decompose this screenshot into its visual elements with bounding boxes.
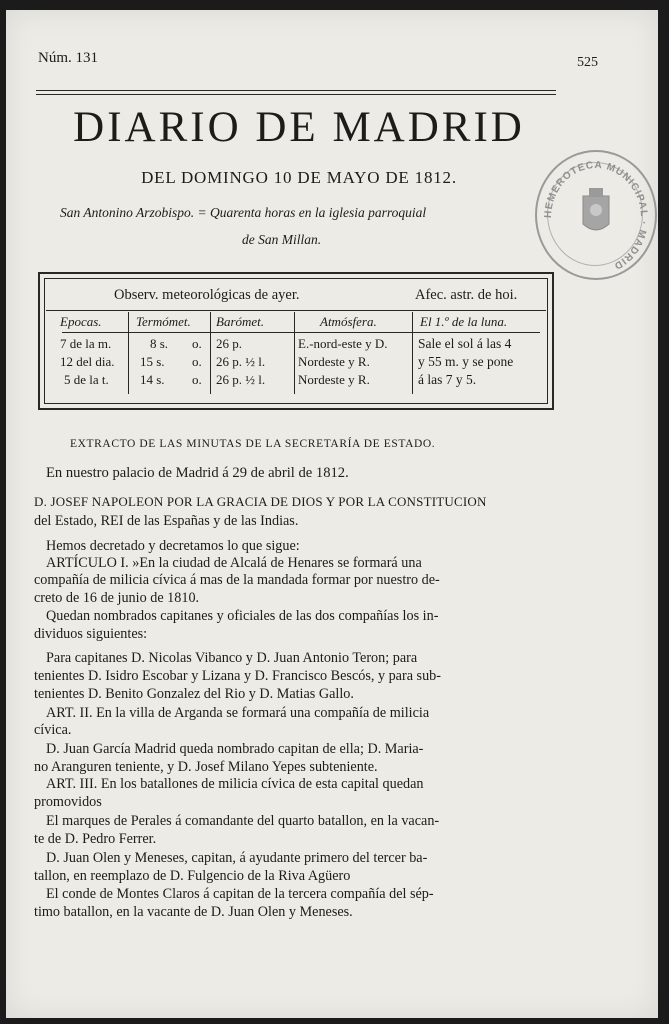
article-line: Quedan nombrados capitanes y oficiales de las dos compañías los in-: [46, 608, 439, 624]
astro-line-3: á las 7 y 5.: [418, 372, 477, 387]
row2-termometro-o: o.: [192, 354, 202, 369]
col-luna: El 1.º de la luna.: [420, 314, 508, 329]
newspaper-page: [6, 10, 658, 1018]
article-line: timo batallon, en la vacante de D. Juan Olen y Meneses.: [34, 904, 353, 920]
article-line: D. Juan Olen y Meneses, capitan, á ayudante primero del tercer ba-: [46, 850, 428, 866]
article-heading: EXTRACTO DE LAS MINUTAS DE LA SECRETARÍA DE ESTADO.: [70, 438, 436, 450]
article-line: tenientes D. Benito Gonzalez del Rio y D. Matias Gallo.: [34, 686, 354, 702]
article-line: dividuos siguientes:: [34, 626, 148, 642]
top-rule: [36, 90, 556, 91]
row3-termometro: 14 s.: [140, 372, 165, 387]
col-epocas: Epocas.: [60, 314, 102, 329]
weather-column-rule: [62, 332, 540, 333]
vrule-2: [210, 312, 211, 394]
article-line: El conde de Montes Claros á capitan de la tercera compañía del sép-: [46, 886, 434, 902]
vrule-1: [128, 312, 129, 394]
row3-termometro-o: o.: [192, 372, 202, 387]
stamp-seal-icon: [537, 152, 655, 278]
vrule-3: [294, 312, 295, 394]
article-line: D. JOSEF NAPOLEON POR LA GRACIA DE DIOS Y POR LA CONSTITUCION: [34, 494, 487, 509]
svg-text:HEMEROTECA MUNICIPAL · MADRID: HEMEROTECA MUNICIPAL · MADRID: [542, 159, 650, 272]
saint-of-the-day-cont: de San Millan.: [242, 232, 322, 247]
page-number: 525: [577, 55, 598, 70]
row2-termometro: 15 s.: [140, 354, 165, 369]
row2-atmosfera: Nordeste y R.: [298, 354, 370, 369]
article-line: ART. II. En la villa de Arganda se formará una compañía de milicia: [46, 705, 430, 721]
article-line: D. Juan García Madrid queda nombrado capitan de ella; D. Maria-: [46, 741, 424, 757]
row1-atmosfera: E.-nord-este y D.: [298, 336, 388, 351]
row3-barometro: 26 p. ½ l.: [216, 372, 266, 387]
article-line: Para capitanes D. Nicolas Vibanco y D. Juan Antonio Teron; para: [46, 650, 418, 666]
article-line: cívica.: [34, 722, 72, 738]
astro-line-1: Sale el sol á las 4: [418, 336, 512, 351]
article-line: El marques de Perales á comandante del quarto batallon, en la vacan-: [46, 813, 440, 829]
article-line: creto de 16 de junio de 1810.: [34, 590, 200, 606]
astro-title: Afec. astr. de hoi.: [415, 287, 518, 303]
saint-of-the-day: San Antonino Arzobispo. = Quarenta horas en la iglesia parroquial: [60, 205, 427, 220]
astro-line-2: y 55 m. y se pone: [418, 354, 514, 369]
row1-termometro-o: o.: [192, 336, 202, 351]
issue-number: Núm. 131: [38, 50, 98, 66]
article-line: tenientes D. Isidro Escobar y Lizana y D. Francisco Bescós, y para sub-: [34, 668, 441, 684]
row1-termometro: 8 s.: [150, 336, 169, 351]
article-line: promovidos: [34, 794, 102, 810]
row1-barometro: 26 p.: [216, 336, 242, 351]
article-line: Hemos decretado y decretamos lo que sigue:: [46, 538, 300, 554]
article-line: En nuestro palacio de Madrid á 29 de abril de 1812.: [46, 465, 349, 481]
row3-epoca: 5 de la t.: [64, 372, 109, 387]
row1-epoca: 7 de la m.: [60, 336, 112, 351]
col-atmosfera: Atmósfera.: [320, 314, 377, 329]
article-line: tallon, en reemplazo de D. Fulgencio de la Riva Agüero: [34, 868, 351, 884]
article-line: ART. III. En los batallones de milicia cívica de esta capital quedan: [46, 776, 424, 792]
dateline: DEL DOMINGO 10 DE MAYO DE 1812.: [141, 168, 457, 187]
article-line: te de D. Pedro Ferrer.: [34, 831, 157, 847]
weather-table: [38, 272, 554, 410]
article-line: del Estado, REI de las Españas y de las Indias.: [34, 513, 299, 529]
weather-header-rule: [46, 310, 546, 311]
vrule-4: [412, 312, 413, 394]
article-line: compañía de milicia cívica á mas de la mandada formar por nuestro de-: [34, 572, 440, 588]
row3-atmosfera: Nordeste y R.: [298, 372, 370, 387]
article-line: no Aranguren teniente, y D. Josef Milano Yepes subteniente.: [34, 759, 378, 775]
row2-barometro: 26 p. ½ l.: [216, 354, 266, 369]
newspaper-title: DIARIO DE MADRID: [73, 104, 525, 151]
weather-title: Observ. meteorológicas de ayer.: [114, 287, 300, 303]
library-stamp: [535, 150, 657, 280]
article-line: ARTÍCULO I. »En la ciudad de Alcalá de Henares se formará una: [46, 555, 422, 571]
col-barometro: Barómet.: [216, 314, 265, 329]
col-termometro: Termómet.: [136, 314, 191, 329]
row2-epoca: 12 del dia.: [60, 354, 115, 369]
top-rule-thin: [36, 94, 556, 95]
